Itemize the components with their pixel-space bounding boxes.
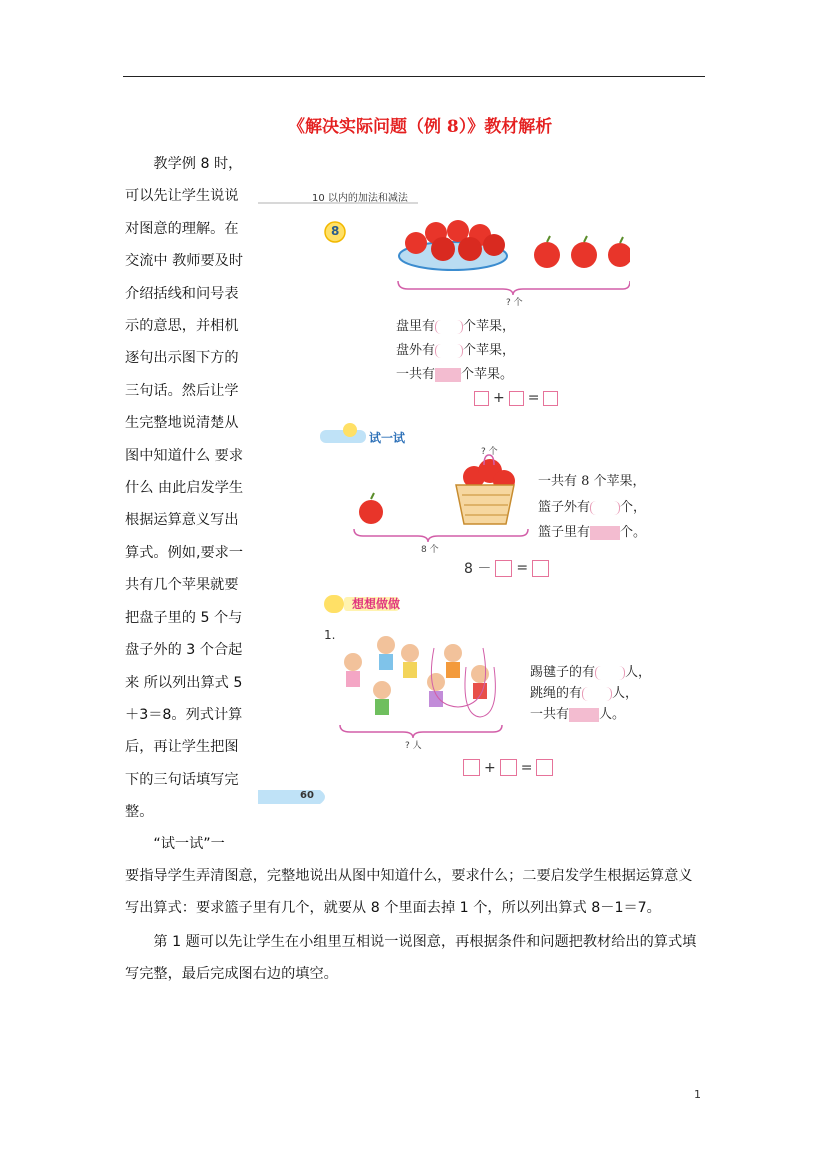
chick-icon: [343, 423, 357, 437]
answer-box[interactable]: [532, 560, 549, 577]
equals-sign: =: [516, 560, 529, 576]
text-line: 算式。例如,要求一: [125, 544, 244, 561]
page-tab-icon: [258, 790, 325, 804]
text-line: 把盘子里的 5 个与: [125, 609, 243, 626]
text-line: 教学例 8 时，: [125, 156, 243, 172]
paragraph-line: 写完整，最后完成图右边的填空。: [125, 966, 338, 982]
answer-box[interactable]: [543, 391, 558, 406]
chapter-header: 10 以内的加法和减法: [312, 193, 408, 204]
paragraph-line: 要指导学生弄清图意，完整地说出从图中知道什么，要求什么；二要启发学生根据运算意义: [125, 868, 693, 884]
plus-sign: +: [484, 759, 496, 776]
text-line: 示的意思，并相机: [125, 318, 239, 335]
text-line: 整。: [125, 804, 154, 821]
answer-box[interactable]: [463, 759, 480, 776]
try-sentence-1: 一共有 8 个苹果，: [538, 474, 646, 489]
think-sentence-2: 跳绳的有 人，: [530, 686, 639, 701]
think-item-number: 1.: [324, 628, 336, 642]
answer-box[interactable]: [495, 560, 512, 577]
example-number: 8: [331, 224, 340, 238]
try-car-icon: [320, 430, 366, 443]
example-question-label: ? 个: [506, 298, 523, 308]
left-column-text: [125, 148, 249, 829]
think-sentence-3: 一共有 人。: [530, 707, 626, 722]
text-line: 下的三句话填写完: [125, 771, 239, 788]
try-question-label: ? 个: [481, 447, 498, 457]
paragraph-line: 写出算式：要求篮子里有几个，就要从 8 个里面去掉 1 个，所以列出算式 8－1＝7。: [125, 900, 661, 916]
loose-apples-icon: [534, 236, 630, 268]
text-line: 介绍括线和问号表: [125, 285, 239, 302]
page-title: 《解决实际问题（例 8）》教材解析: [288, 117, 553, 137]
example-sentence-3: 一共有 个苹果。: [396, 367, 514, 382]
answer-box[interactable]: [500, 759, 517, 776]
plus-sign: +: [493, 390, 505, 406]
answer-box[interactable]: [474, 391, 489, 406]
paragraph-line: 第 1 题可以先让学生在小组里互相说一说图意，再根据条件和问题把教材给出的算式填: [125, 934, 697, 950]
text-line: ＋3＝8。列式计算: [125, 706, 243, 723]
try-sentence-2: 篮子外有 个，: [538, 500, 647, 515]
header-rule: [123, 76, 705, 77]
text-line: 图中知道什么 要求: [125, 447, 244, 464]
equals-sign: =: [527, 390, 540, 406]
answer-box[interactable]: [509, 391, 524, 406]
basket-icon: [456, 459, 515, 524]
answer-box[interactable]: [536, 759, 553, 776]
text-line: 根据运算意义写出: [125, 512, 239, 529]
text-line: 盘子外的 3 个合起: [125, 642, 243, 659]
page-number: 1: [694, 1088, 701, 1101]
try-sentence-3: 篮子里有 个。: [538, 525, 647, 540]
text-line: 逐句出示图下方的: [125, 350, 239, 367]
paragraph-line: “试一试”一: [125, 836, 225, 852]
try-brace: [354, 529, 528, 542]
text-line: 对图意的理解。在: [125, 220, 239, 237]
think-question-label: ? 人: [405, 741, 422, 751]
think-sentence-1: 踢毽子的有 人，: [530, 665, 652, 680]
text-line: 共有几个苹果就要: [125, 577, 239, 594]
children-playing-icon: [344, 636, 495, 717]
example-equation: [474, 390, 558, 406]
book-page-number: 60: [300, 790, 314, 801]
try-banner: 试一试: [369, 431, 406, 445]
try-equation-start: 8 －: [464, 561, 492, 577]
try-count-label: 8 个: [421, 545, 439, 555]
chick-icon: [324, 595, 344, 613]
textbook-figure: [258, 185, 652, 810]
text-line: 后，再让学生把图: [125, 739, 239, 756]
single-apple-icon: [359, 493, 383, 524]
text-line: 生完整地说清楚从: [125, 415, 239, 432]
equals-sign: =: [520, 759, 533, 776]
example-brace: [398, 281, 630, 295]
think-equation: [463, 759, 553, 776]
try-equation: [464, 558, 549, 578]
text-line: 可以先让学生说说: [125, 188, 239, 205]
example-sentence-1: 盘里有 个苹果，: [396, 319, 516, 334]
text-line: 来 所以列出算式 5: [125, 674, 243, 691]
think-banner: 想想做做: [352, 597, 401, 611]
text-line: 什么 由此启发学生: [125, 480, 244, 497]
text-line: 交流中 教师要及时: [125, 253, 244, 270]
text-line: 三句话。然后让学: [125, 382, 239, 399]
think-brace: [340, 725, 502, 738]
example-sentence-2: 盘外有 个苹果，: [396, 343, 516, 358]
